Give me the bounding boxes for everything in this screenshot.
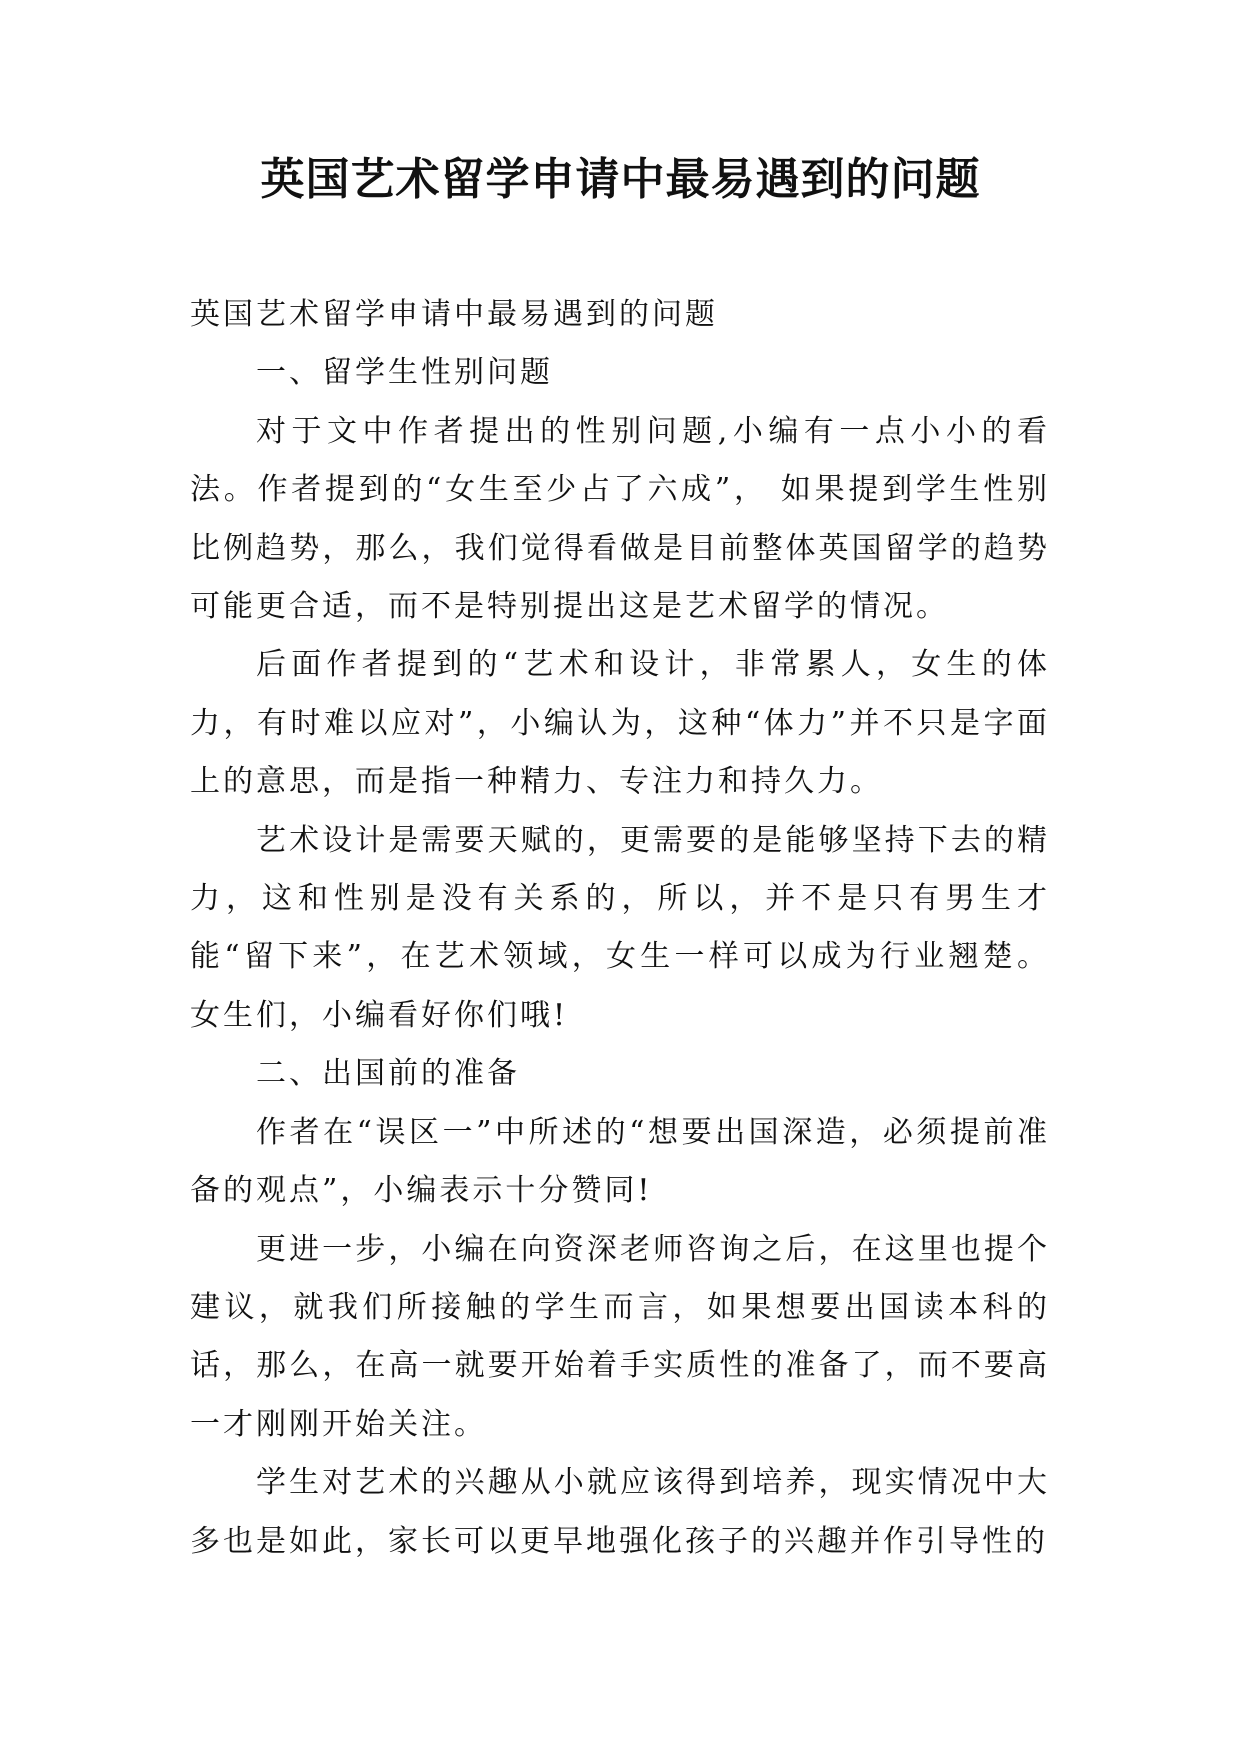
paragraph: 学生对艺术的兴趣从小就应该得到培养，现实情况中大多也是如此，家长可以更早地强化孩子的兴趣并作引导性的 [190,1465,1050,1559]
paragraph: 更进一步，小编在向资深老师咨询之后，在这里也提个建议，就我们所接触的学生而言，如果想要出国读本科的话，那么，在高一就要开始着手实质性的准备了，而不要高一才刚刚开始关注。 [190,1231,1050,1442]
paragraph: 作者在“误区一”中所述的“想要出国深造，必须提前准备的观点”，小编表示十分赞同! [190,1114,1050,1209]
paragraph-heading-repeat: 英国艺术留学申请中最易遇到的问题 [190,297,718,332]
section-heading-2: 二、出国前的准备 [256,1056,520,1092]
document-body [190,286,1050,1571]
paragraph: 艺术设计是需要天赋的，更需要的是能够坚持下去的精力，这和性别是没有关系的，所以，并不是只有男生才能“留下来”，在艺术领域，女生一样可以成为行业翘楚。女生们，小编看好你们哦! [190,822,1050,1033]
section-heading-1: 一、留学生性别问题 [256,355,553,391]
paragraph: 后面作者提到的“艺术和设计，非常累人，女生的体力，有时难以应对”，小编认为，这种“体力”并不只是字面上的意思，而是指一种精力、专注力和持久力。 [190,647,1050,800]
paragraph: 对于文中作者提出的性别问题,小编有一点小小的看法。作者提到的“女生至少占了六成”， 如果提到学生性别比例趋势，那么，我们觉得看做是目前整体英国留学的趋势可能更合适，而不是特别提出这是艺术留学的情况。 [190,413,1050,625]
document-title: 英国艺术留学申请中最易遇到的问题 [260,154,981,205]
